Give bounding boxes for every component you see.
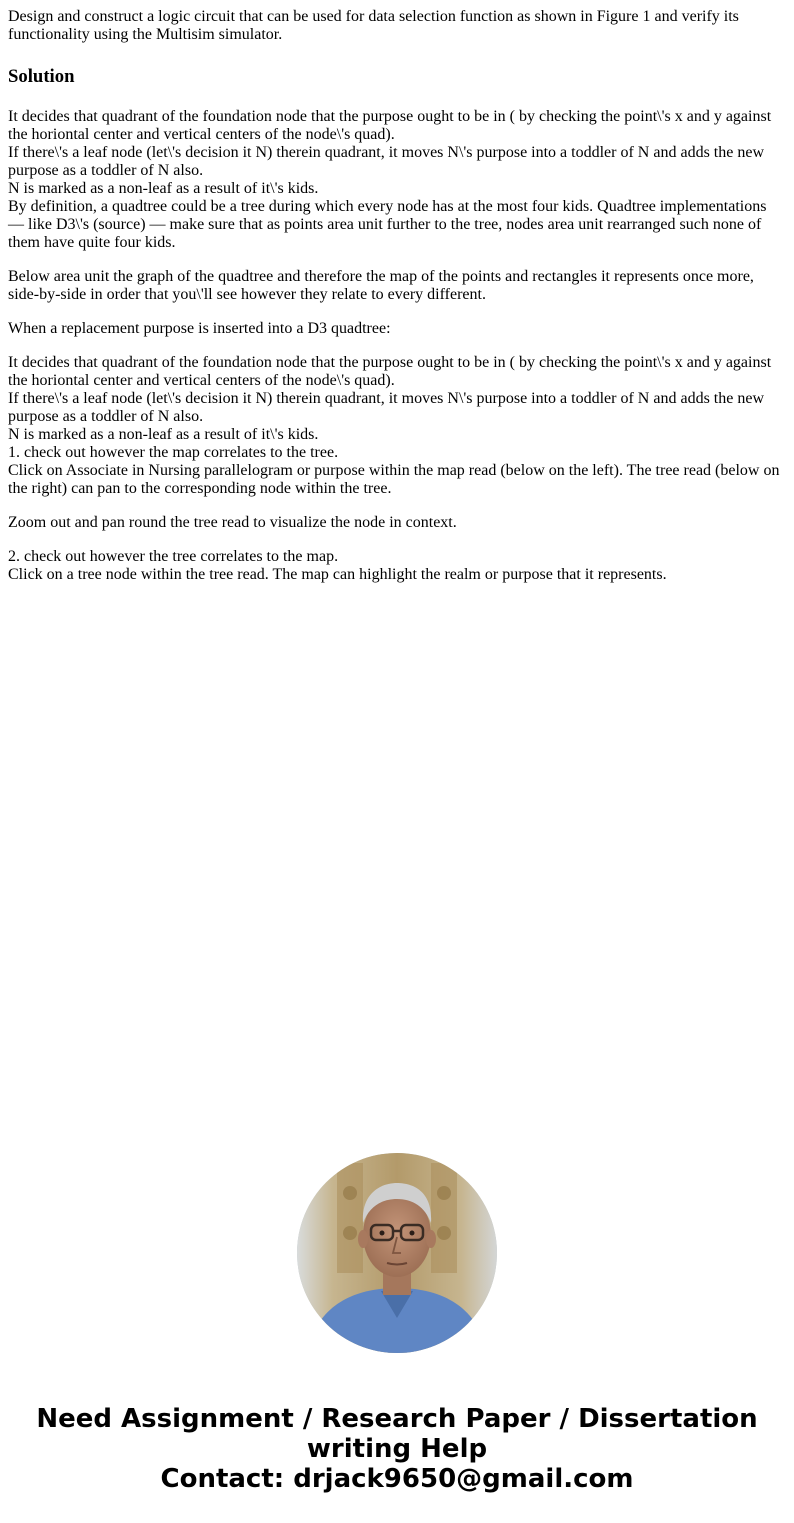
person-photo-icon [297,1153,497,1353]
promo-footer [0,1404,794,1494]
paragraph-line: Click on a tree node within the tree read. The map can highlight the realm or purpose that it represents. [8,566,667,583]
paragraph-line: 1. check out however the map correlates to the tree. [8,444,339,461]
footer-line-contact: Contact: drjack9650@gmail.com [160,1464,634,1494]
author-avatar [297,1153,497,1353]
paragraph-line: Zoom out and pan round the tree read to visualize the node in context. [8,514,457,531]
paragraph-line: N is marked as a non-leaf as a result of it\'s kids. [8,426,319,443]
footer-line-help: Need Assignment / Research Paper / Dissertation writing Help [36,1404,758,1464]
document-body [8,8,786,600]
solution-paragraph-6 [8,548,786,584]
solution-heading: Solution [8,66,75,87]
solution-paragraph-4 [8,354,786,498]
solution-paragraph-3 [8,320,786,338]
paragraph-line: If there\'s a leaf node (let\'s decision it N) therein quadrant, it moves N\'s purpose into a toddler of N and adds the new purpose as a toddler of N also. [8,390,764,425]
paragraph-line: Below area unit the graph of the quadtree and therefore the map of the points and rectangles it represents once more, side-by-side in order that you\'ll see however they relate to every different. [8,268,754,303]
solution-paragraph-5 [8,514,786,532]
paragraph-line: 2. check out however the tree correlates to the map. [8,548,339,565]
paragraph-line: By definition, a quadtree could be a tree during which every node has at the most four kids. Quadtree implementations — like D3\'s (source) — make sure that as points area unit further to the tree, nodes area unit rearranged such none of them have quite four kids. [8,198,767,251]
paragraph-line: N is marked as a non-leaf as a result of it\'s kids. [8,180,319,197]
paragraph-line: Click on Associate in Nursing parallelogram or purpose within the map read (below on the left). The tree read (below on the right) can pan to the corresponding node within the tree. [8,462,780,497]
question-text: Design and construct a logic circuit that can be used for data selection function as shown in Figure 1 and verify its functionality using the Multisim simulator. [8,8,739,43]
paragraph-line: It decides that quadrant of the foundation node that the purpose ought to be in ( by checking the point\'s x and y against the horiontal center and vertical centers of the node\'s quad). [8,108,772,143]
solution-paragraph-1 [8,108,786,252]
paragraph-line: It decides that quadrant of the foundation node that the purpose ought to be in ( by checking the point\'s x and y against the horiontal center and vertical centers of the node\'s quad). [8,354,772,389]
solution-paragraph-2 [8,268,786,304]
paragraph-line: If there\'s a leaf node (let\'s decision it N) therein quadrant, it moves N\'s purpose into a toddler of N and adds the new purpose as a toddler of N also. [8,144,764,179]
paragraph-line: When a replacement purpose is inserted into a D3 quadtree: [8,320,391,337]
